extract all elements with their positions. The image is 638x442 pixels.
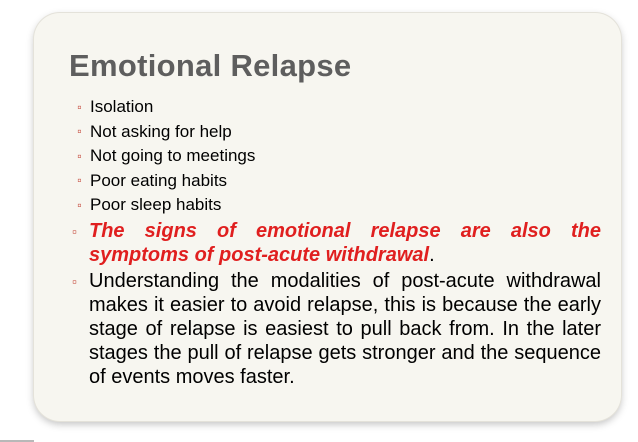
main-point-2 [69, 269, 601, 389]
list-item [74, 144, 255, 169]
square-bullet-icon: ▫ [77, 124, 82, 139]
point-tail: . [429, 244, 435, 266]
list-item [74, 95, 255, 120]
square-bullet-icon: ▫ [77, 148, 82, 163]
main-point-1 [69, 219, 601, 267]
square-bullet-icon: ▫ [72, 224, 77, 239]
square-bullet-icon: ▫ [72, 274, 77, 289]
list-item-text: Poor eating habits [90, 170, 228, 190]
square-bullet-icon: ▫ [77, 173, 82, 188]
list-item-text: Not asking for help [90, 121, 232, 141]
list-item-text: Not going to meetings [90, 146, 256, 165]
slide-title: Emotional Relapse [69, 48, 352, 83]
square-bullet-icon: ▫ [77, 197, 82, 212]
corner-accent-line [0, 380, 34, 442]
list-item [74, 169, 255, 194]
square-bullet-icon: ▫ [77, 99, 82, 114]
list-item-text: Isolation [90, 97, 154, 116]
list-item [74, 120, 255, 145]
main-bullet-list [69, 219, 601, 391]
point-text: Understanding the modalities of post-acute withdrawal makes it easier to avoid relapse, this is because the early stage of relapse is easiest to pull back from. In the later stages the pull of relapse gets stronger and the sequence of events moves faster. [89, 270, 601, 388]
list-item [74, 193, 255, 218]
emphasis-text: The signs of emotional relapse are also the symptoms of post-acute withdrawal [89, 220, 601, 266]
sub-bullet-list [74, 95, 255, 218]
list-item-text: Poor sleep habits [90, 195, 222, 214]
